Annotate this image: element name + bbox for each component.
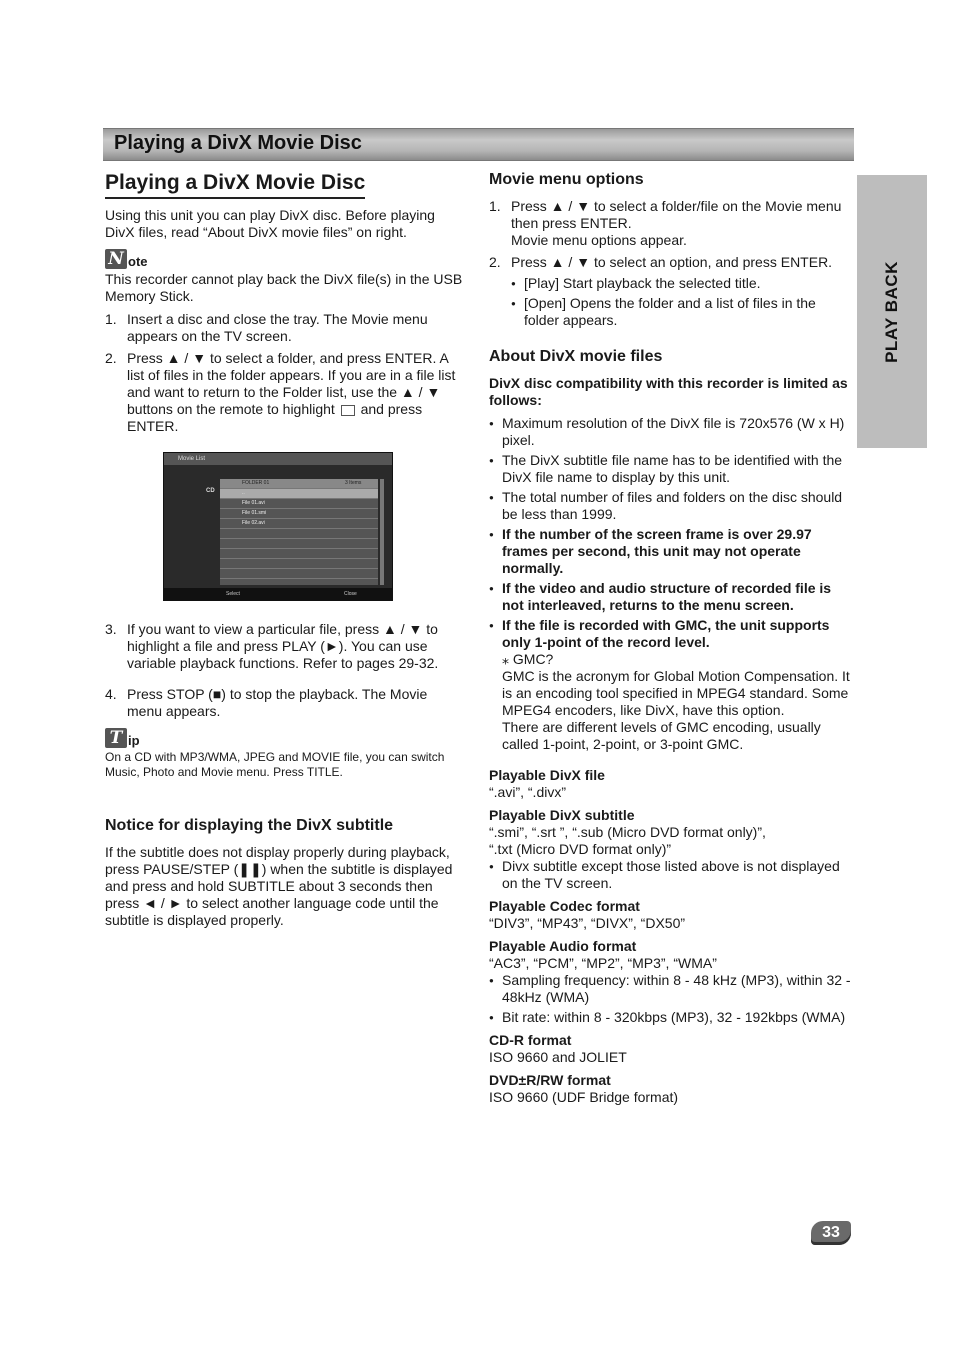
warning-bullet: ● If the video and audio structure of recorded file is not interleaved, returns to the menu screen.: [489, 580, 851, 614]
intro-text: Using this unit you can play DivX disc. Before playing DivX files, read “About DivX movie files” on right.: [105, 207, 435, 240]
spec-dvd: [489, 1072, 851, 1106]
screen-select-hint: Select: [226, 591, 240, 597]
compat-bullet: ● Maximum resolution of the DivX file is 720x576 (W x H) pixel.: [489, 415, 851, 449]
spec-cdr: [489, 1032, 851, 1066]
spec-divx-file: [489, 767, 851, 801]
step-number: 3.: [105, 621, 117, 637]
page-number: 33: [811, 1221, 851, 1245]
tip-text: On a CD with MP3/WMA, JPEG and MOVIE file, you can switch Music, Photo and Movie menu. Press TITLE.: [105, 750, 445, 779]
step-number: 4.: [105, 686, 117, 702]
step-text: If you want to view a particular file, press ▲ / ▼ to highlight a file and press PLAY (►). You can use variable playback functions. Refer to pages 29-32.: [127, 621, 439, 671]
warning-text: If the file is recorded with GMC, the unit supports only 1-point of the record level.: [502, 617, 830, 650]
screen-folder-row: [220, 479, 378, 489]
spec-value: “DIV3”, “MP43”, “DIVX”, “DX50”: [489, 915, 686, 931]
compat-intro: DivX disc compatibility with this recorder is limited as follows:: [489, 375, 848, 408]
banner-title: Playing a DivX Movie Disc: [114, 132, 362, 154]
tip-label: ip: [128, 733, 140, 748]
spec-value: “AC3”, “PCM”, “MP2”, “MP3”, “WMA”: [489, 955, 717, 971]
step-item: [105, 311, 465, 345]
step-text: Press ▲ / ▼ to select a folder, and press ENTER. A list of files in the folder appears. If you are in a file list and want to return to the Folder list, use the ▲ / ▼ buttons on the remote to highlight: [127, 350, 456, 417]
spec-value: ISO 9660 and JOLIET: [489, 1049, 627, 1065]
screen-title: Movie List: [164, 453, 392, 465]
screen-empty-row: [220, 559, 378, 569]
step-item: [105, 686, 465, 720]
spec-divx-subtitle: [489, 807, 851, 892]
option-bullet: ● [Play] Start playback the selected title.: [511, 275, 851, 292]
side-tab-label: PLAY BACK: [882, 260, 901, 363]
chapter-side-tab: [857, 175, 927, 448]
folder-up-icon: [341, 405, 355, 416]
spec-bullet: ● Bit rate: within 8 - 320kbps (MP3), 32 - 192kbps (WMA): [489, 1009, 851, 1026]
step-text: Press STOP (■) to stop the playback. The Movie menu appears.: [127, 686, 428, 719]
spec-label: Playable DivX file: [489, 767, 605, 783]
section-banner: [103, 128, 854, 161]
spec-bullets: [489, 858, 851, 892]
about-divx-heading: About DivX movie files: [489, 348, 663, 365]
step-number: 2.: [489, 254, 501, 270]
menu-steps-list: [489, 198, 851, 329]
screen-file-row: File 01.avi: [220, 499, 378, 509]
note-icon: N: [105, 249, 127, 269]
screen-file-row: File 01.smi: [220, 509, 378, 519]
screen-file-list: [220, 479, 378, 585]
spec-bullets: [489, 972, 851, 1026]
step-text: Insert a disc and close the tray. The Movie menu appears on the TV screen.: [127, 311, 428, 344]
spec-audio: [489, 938, 851, 1026]
spec-value: “.txt (Micro DVD format only)”: [489, 841, 672, 857]
gmc-levels: There are different levels of GMC encoding, usually called 1-point, 2-point, or 3-point GMC.: [502, 719, 821, 752]
spec-label: Playable Codec format: [489, 898, 640, 914]
compat-bullet: ● The total number of files and folders on the disc should be less than 1999.: [489, 489, 851, 523]
compat-bullet: ● The DivX subtitle file name has to be identified with the DivX file name to display by this unit.: [489, 452, 851, 486]
screen-up-row: ..: [220, 489, 378, 499]
step-item: [105, 621, 465, 672]
note-label: ote: [128, 254, 148, 269]
tip-icon: T: [105, 728, 127, 748]
screen-empty-row: [220, 539, 378, 549]
right-column: [489, 170, 851, 1112]
gmc-bullet: [489, 617, 851, 753]
spec-label: DVD±R/RW format: [489, 1072, 611, 1088]
left-column: [105, 170, 465, 935]
spec-bullet: ● Divx subtitle except those listed above is not displayed on the TV screen.: [489, 858, 851, 892]
option-bullets: [511, 275, 851, 329]
spec-label: Playable DivX subtitle: [489, 807, 635, 823]
screen-folder-name: FOLDER 01: [242, 480, 270, 486]
compat-bullets: [489, 415, 851, 753]
screen-empty-row: [220, 549, 378, 559]
screen-empty-row: [220, 529, 378, 539]
step-item: [489, 254, 851, 329]
step-number: 2.: [105, 350, 117, 366]
step-text: and press ENTER.: [127, 401, 423, 434]
screen-close-hint: Close: [344, 591, 357, 597]
spec-label: Playable Audio format: [489, 938, 637, 954]
note-header: [105, 249, 465, 269]
page-heading: Playing a DivX Movie Disc: [105, 170, 365, 199]
spec-bullet: ● Sampling frequency: within 8 - 48 kHz (MP3), within 32 - 48kHz (WMA): [489, 972, 851, 1006]
step-item: [105, 350, 465, 435]
step-subtext: Movie menu options appear.: [511, 232, 687, 248]
gmc-question: ⁎ GMC?: [502, 651, 554, 667]
tip-header: [105, 728, 465, 748]
screen-item-count: 3 Items: [345, 480, 362, 486]
warning-bullet: ● If the number of the screen frame is over 29.97 frames per second, this unit may not operate normally.: [489, 526, 851, 577]
option-bullet: ● [Open] Opens the folder and a list of files in the folder appears.: [511, 295, 851, 329]
spec-value: “.smi”, “.srt ”, “.sub (Micro DVD format only)”,: [489, 824, 766, 840]
step-text: Press ▲ / ▼ to select an option, and press ENTER.: [511, 254, 833, 270]
subtitle-notice-heading: Notice for displaying the DivX subtitle: [105, 817, 394, 834]
step-item: [489, 198, 851, 249]
note-text: This recorder cannot play back the DivX file(s) in the USB Memory Stick.: [105, 271, 463, 304]
spec-value: ISO 9660 (UDF Bridge format): [489, 1089, 679, 1105]
movie-list-screenshot: [163, 452, 393, 601]
spec-value: “.avi”, “.divx”: [489, 784, 566, 800]
screen-empty-row: [220, 569, 378, 579]
spec-label: CD-R format: [489, 1032, 572, 1048]
screen-file-row: File 02.avi: [220, 519, 378, 529]
gmc-definition: GMC is the acronym for Global Motion Compensation. It is an encoding tool specified in MPEG4 standard. Some MPEG4 encoders, like DivX, have this option.: [502, 668, 850, 718]
step-text: Press ▲ / ▼ to select a folder/file on the Movie menu then press ENTER.: [511, 198, 842, 231]
movie-menu-heading: Movie menu options: [489, 171, 644, 188]
screen-scrollbar: [380, 479, 384, 585]
step-number: 1.: [489, 198, 501, 214]
screen-footer: [164, 588, 392, 600]
screen-cd-label: CD: [206, 488, 215, 494]
step-number: 1.: [105, 311, 117, 327]
spec-codec: [489, 898, 851, 932]
steps-list-continued: [105, 621, 465, 720]
subtitle-notice-text: If the subtitle does not display properly during playback, press PAUSE/STEP (❚❚) when the subtitle is displayed and press and hold SUBTITLE about 3 seconds then press ◄ / ► to select another language code until the subtitle is displayed properly.: [105, 844, 453, 928]
steps-list: [105, 311, 465, 435]
